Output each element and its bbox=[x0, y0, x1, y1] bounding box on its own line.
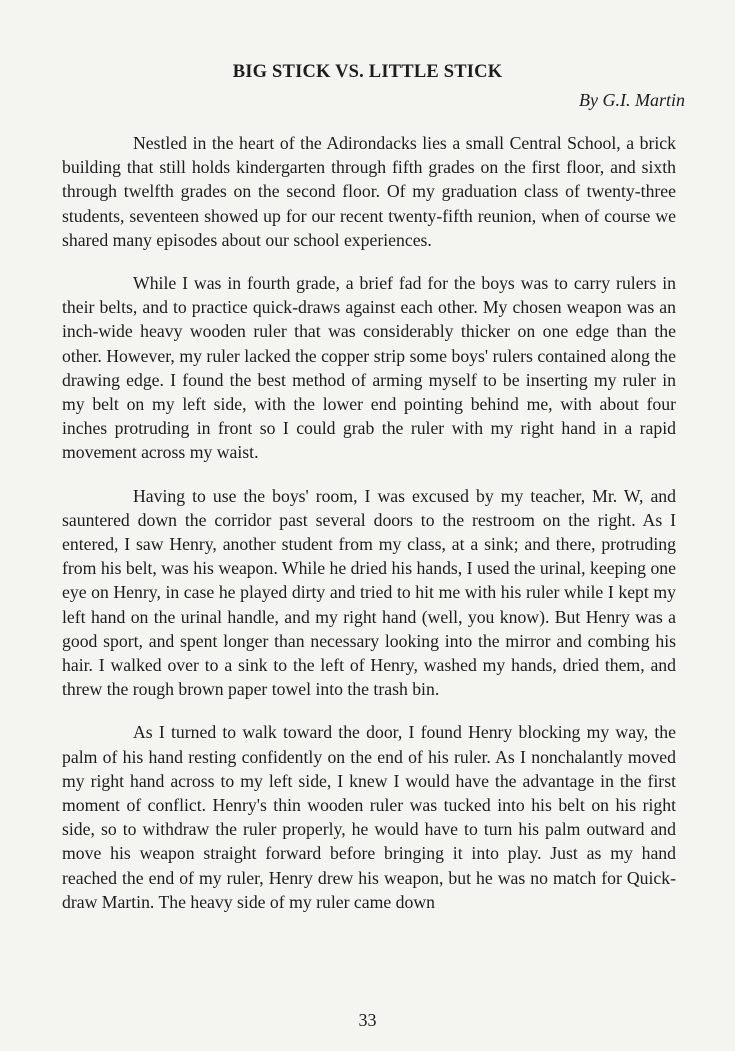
paragraph-2: While I was in fourth grade, a brief fad for the boys was to carry rulers in their belts, and to practice quick-draws against each other. My chosen weapon was an inch-wide heavy wooden ruler that was considerably thicker on one edge than the other. However, my ruler lacked the copper strip some boys' rulers contained along the drawing edge. I found the best method of arming myself to be inserting my ruler in my belt on my left side, with the lower end pointing behind me, with about four inches protruding in front so I could grab the ruler with my right hand in a rapid movement across my waist. bbox=[62, 273, 676, 463]
author-byline: By G.I. Martin bbox=[579, 90, 685, 110]
story-title: BIG STICK VS. LITTLE STICK bbox=[232, 62, 503, 82]
paragraph-4: As I turned to walk toward the door, I found Henry blocking my way, the palm of his hand resting confidently on the end of his ruler. As I nonchalantly moved my right hand across to my left side, I knew I would have the advantage in the first moment of conflict. Henry's thin wooden ruler was tucked into his belt on his right side, so to withdraw the ruler properly, he would have to turn his palm outward and move his weapon straight forward before bringing it into play. Just as my hand reached the end of my ruler, Henry drew his weapon, but he was no match for Quick-draw Martin. The heavy side of my ruler came down bbox=[62, 722, 676, 912]
story-body bbox=[62, 131, 676, 933]
paragraph-3: Having to use the boys' room, I was excused by my teacher, Mr. W, and sauntered down the corridor past several doors to the restroom on the right. As I entered, I saw Henry, another student from my class, at a sink; and there, protruding from his belt, was his weapon. While he dried his hands, I used the urinal, keeping one eye on Henry, in case he played dirty and tried to hit me with his ruler while I kept my left hand on the urinal handle, and my right hand (well, you know). But Henry was a good sport, and spent longer than necessary looking into the mirror and combing his hair. I walked over to a sink to the left of Henry, washed my hands, dried them, and threw the rough brown paper towel into the trash bin. bbox=[62, 485, 676, 700]
paragraph-1: Nestled in the heart of the Adirondacks lies a small Central School, a brick building that still holds kindergarten through fifth grades on the first floor, and sixth through twelfth grades on the second floor. Of my graduation class of twenty-three students, seventeen showed up for our recent twenty-fifth reunion, when of course we shared many episodes about our school experiences. bbox=[62, 133, 676, 250]
page-number: 33 bbox=[358, 1010, 377, 1030]
